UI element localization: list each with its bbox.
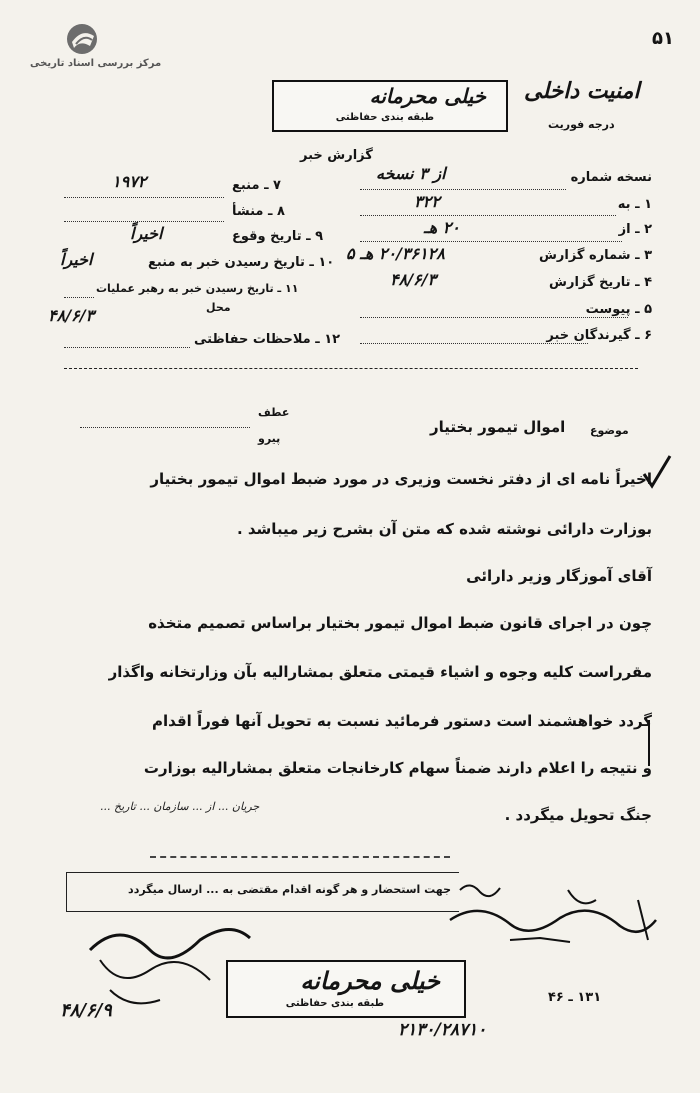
- body-line: و نتیجه را اعلام دارند ضمناً سهام کارخانجات متعلق بمشارالیه بوزارت: [143, 759, 652, 777]
- bottom-stamp: [226, 960, 466, 1018]
- routing-box: [66, 872, 459, 912]
- field-label: ۳ ـ شماره گزارش: [538, 248, 652, 263]
- handwritten-note: جریان ... از ... سازمان ... تاریخ ...: [100, 800, 260, 813]
- report-title: گزارش خبر: [300, 148, 373, 163]
- signature-icon: [450, 880, 660, 970]
- subject-value: اموال تیمور بختیار: [430, 418, 566, 436]
- field-label: ۲ ـ از: [618, 222, 652, 237]
- body-line: مقرراست کلیه وجوه و اشیاء قیمتی متعلق بمشارالیه بآن وزارتخانه واگذار: [108, 663, 652, 681]
- top-stamp-main: خیلی محرمانه: [369, 84, 486, 108]
- subject-label: موضوع: [590, 424, 629, 437]
- body-line: آقای آموزگار وزیر دارائی: [466, 567, 652, 585]
- field-label: ۶ ـ گیرندگان خبر: [546, 328, 652, 343]
- field-label: ۱۲ ـ ملاحظات حفاظتی: [194, 332, 341, 347]
- separator-line: [64, 368, 638, 369]
- classification-label: درجه فوریت: [548, 118, 615, 131]
- archive-number: ۲۱۳۰/۲۸۷۱۰: [398, 1020, 487, 1040]
- watermark-text: مرکز بررسی اسناد تاریخی: [30, 58, 162, 69]
- archive-logo-icon: [62, 22, 102, 56]
- margin-bar: [648, 720, 658, 766]
- peyro-label: پیرو: [258, 432, 281, 445]
- field-label: ۴ ـ تاریخ گزارش: [549, 275, 652, 290]
- bottom-stamp-sub: طبقه بندی حفاظتی: [285, 998, 384, 1009]
- field-value: ۴۸/۶/۳: [390, 270, 437, 289]
- bottom-stamp-main: خیلی محرمانه: [300, 966, 440, 995]
- top-stamp-sub: طبقه بندی حفاظتی: [335, 112, 434, 123]
- field-value: ۳۲۲: [414, 192, 440, 211]
- classification-level: امنیت داخلی: [524, 78, 640, 104]
- field-value: از ۳ نسخه: [376, 164, 446, 183]
- field-value: ۴۸/۶/۳: [48, 306, 95, 325]
- separator-line: [150, 856, 450, 858]
- field-label: ۵ ـ پیوست: [585, 302, 652, 317]
- form-code: ۱۳۱ ـ ۴۶: [548, 990, 602, 1005]
- field-label: ۸ ـ منشأ: [232, 204, 285, 219]
- field-label: ۱۰ ـ تاریخ رسیدن خبر به منبع: [148, 255, 335, 270]
- field-value: ۲۰/۳۶۱۲۸ هـ ۵: [346, 244, 445, 263]
- field-label: ۱۱ ـ تاریخ رسیدن خبر به رهبر عملیات: [96, 282, 299, 295]
- body-line: چون در اجرای قانون ضبط اموال تیمور بختیار براساس تصمیم متخذه: [148, 614, 652, 632]
- field-value: اخیراً: [60, 250, 93, 269]
- body-line: اخیراً نامه ای از دفتر نخست وزیری در مورد ضبط اموال تیمور بختیار: [150, 470, 652, 488]
- body-line: بوزارت دارائی نوشته شده که متن آن بشرح زیر میباشد .: [236, 520, 652, 538]
- field-label: ۷ ـ منبع: [232, 178, 281, 193]
- atf-label: عطف: [258, 406, 290, 419]
- field-label: ۹ ـ تاریخ وقوع: [232, 229, 324, 244]
- field-label: محل: [206, 301, 231, 314]
- top-stamp: [272, 80, 508, 132]
- body-line: گردد خواهشمند است دستور فرمائید نسبت به تحویل آنها فوراً اقدام: [152, 712, 652, 730]
- field-value: ۲۰ هـ: [424, 218, 460, 237]
- page-number: ۵۱: [652, 28, 674, 49]
- body-line: جنگ تحویل میگردد .: [504, 806, 652, 824]
- field-value: ۱۹۷۲: [112, 172, 147, 191]
- field-label: ۱ ـ به: [617, 197, 652, 212]
- field-value: اخیراً: [130, 224, 163, 243]
- handwritten-date: ۴۸/۶/۹: [60, 1000, 112, 1021]
- routing-text: جهت استحضار و هر گونه اقدام مقتضی به ... ارسال میگردد: [128, 883, 451, 896]
- field-label: نسخه شماره: [570, 170, 652, 185]
